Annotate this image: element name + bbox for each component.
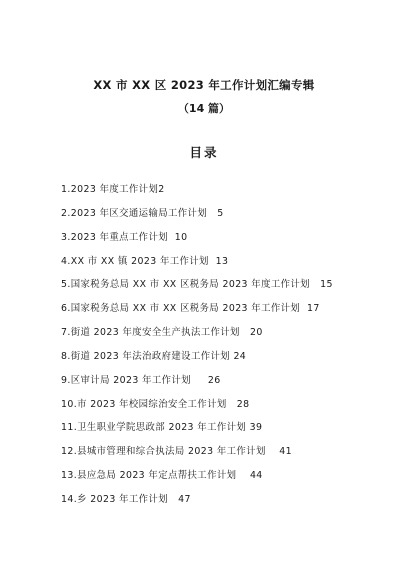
toc-entry[interactable] (61, 255, 391, 279)
toc-entry-page: 44 (249, 470, 263, 482)
toc-entry[interactable] (61, 278, 391, 302)
toc-entry[interactable] (61, 493, 391, 517)
document-title: XX 市 XX 区 2023 年工作计划汇编专辑 (93, 78, 315, 92)
toc-entry-page: 26 (207, 374, 221, 386)
toc-entry-title: 6.国家税务总局 XX 市 XX 区税务局 2023 年工作计划 (61, 303, 301, 315)
toc-list (61, 183, 391, 517)
toc-entry-title: 12.县城市管理和综合执法局 2023 年工作计划 (61, 446, 266, 458)
toc-entry-page: 13 (215, 255, 229, 267)
toc-entry[interactable] (61, 231, 391, 255)
toc-entry[interactable] (61, 350, 391, 374)
toc-entry-page: 39 (249, 422, 263, 434)
toc-entry-page: 24 (233, 350, 247, 362)
toc-entry-page: 20 (249, 327, 263, 339)
toc-entry-page: 47 (178, 493, 191, 505)
toc-entry-title: 4.XX 市 XX 镇 2023 年工作计划 (61, 255, 209, 267)
toc-entry-page: 15 (320, 279, 333, 291)
toc-entry[interactable] (61, 207, 391, 231)
toc-entry-page: 2 (158, 184, 165, 195)
toc-entry-title: 10.市 2023 年校园综治安全工作计划 (61, 398, 227, 410)
toc-entry-page: 41 (279, 446, 292, 458)
toc-entry-title: 2.2023 年区交通运输局工作计划 (61, 207, 208, 219)
toc-heading: 目录 (189, 145, 219, 160)
toc-entry-title: 7.街道 2023 年度安全生产执法工作计划 (61, 327, 240, 339)
toc-entry-title: 13.县应急局 2023 年定点帮扶工作计划 (61, 470, 237, 482)
toc-entry[interactable] (61, 421, 391, 445)
toc-entry-page: 10 (174, 231, 188, 243)
toc-entry-page: 17 (306, 303, 320, 315)
toc-entry-title: 3.2023 年重点工作计划 (61, 231, 169, 243)
toc-entry[interactable] (61, 398, 391, 422)
toc-entry[interactable] (61, 469, 391, 493)
toc-entry[interactable] (61, 374, 391, 398)
toc-entry-title: 14.乡 2023 年工作计划 (61, 493, 168, 505)
toc-entry[interactable] (61, 445, 391, 469)
toc-entry-page: 28 (236, 398, 250, 410)
document-subtitle: （14 篇） (177, 102, 231, 115)
toc-entry-title: 11.卫生职业学院思政部 2023 年工作计划 (61, 422, 247, 434)
toc-entry[interactable] (61, 183, 391, 207)
toc-entry[interactable] (61, 302, 391, 326)
toc-entry-title: 5.国家税务总局 XX 市 XX 区税务局 2023 年度工作计划 (61, 279, 310, 291)
toc-entry[interactable] (61, 326, 391, 350)
toc-entry-title: 1.2023 年度工作计划 (61, 184, 159, 195)
toc-entry-title: 9.区审计局 2023 年工作计划 (61, 374, 191, 386)
toc-entry-page: 5 (217, 207, 224, 219)
toc-entry-title: 8.街道 2023 年法治政府建设工作计划 (61, 350, 231, 362)
